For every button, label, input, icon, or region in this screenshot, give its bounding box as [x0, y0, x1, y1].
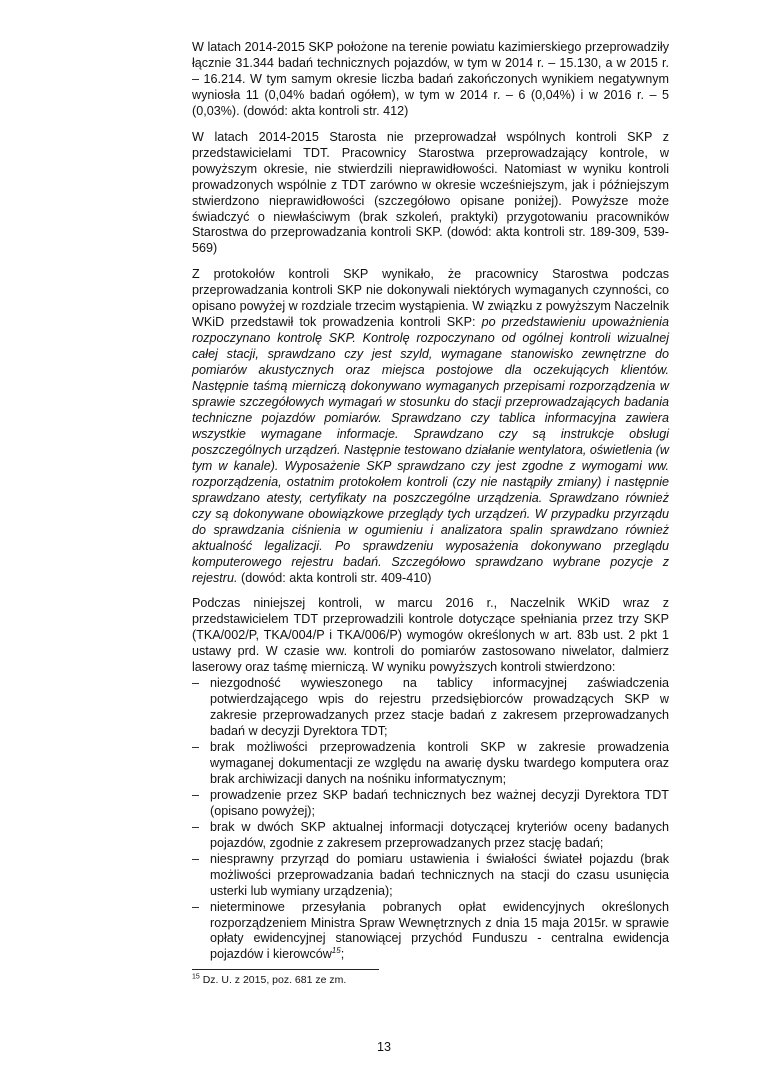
paragraph-inspection-procedure	[192, 267, 669, 586]
footnote	[192, 974, 669, 987]
list-item-text: prowadzenie przez SKP badań technicznych bez ważnej decyzji Dyrektora TDT (opisano powyżej);	[210, 787, 669, 818]
dash-bullet: –	[192, 787, 200, 802]
list-item	[192, 740, 669, 788]
footnote-number: 15	[192, 973, 200, 981]
list-item-text: brak w dwóch SKP aktualnej informacji dotyczącej kryteriów oceny badanych pojazdów, zgodnie z zakresem przeprowadzanych przez stację badań;	[210, 819, 669, 850]
dash-bullet: –	[192, 819, 200, 834]
footnote-divider	[192, 969, 379, 970]
page-number: 13	[376, 1040, 391, 1054]
list-item-text: nieterminowe przesyłania pobranych opłat ewidencyjnych określonych rozporządzeniem Ministra Spraw Wewnętrznych z dnia 15 maja 2015r. w sprawie opłaty ewidencyjnej stanowiącej przychód Funduszu - centralna ewidencja pojazdów i kierowców	[210, 899, 669, 962]
dash-bullet: –	[192, 851, 200, 866]
list-item	[192, 788, 669, 820]
list-item	[192, 820, 669, 852]
procedure-quote: po przedstawieniu upoważnienia rozpoczynano kontrolę SKP. Kontrolę rozpoczynano od ogólnej kontroli wizualnej całej stacji, sprawdzano czy jest szyld, wymagane stanowisko zewnętrzne do pomiarów akustycznych oraz miejsca postojowe dla oczekujących klientów. Następnie taśmą mierniczą dokonywano wymaganych przepisami rozporządzenia w sprawie szczegółowych wymagań w stosunku do stacji przeprowadzających badania techniczne pojazdów pomiarów. Sprawdzano czy tablica informacyjna zawiera wszystkie wymagane informacje. Sprawdzano czy są instrukcje obsługi poszczególnych urządzeń. Następnie testowano działanie wentylatora, oświetlenia (w tym w kanale). Wyposażenie SKP sprawdzano czy jest zgodne z wymogami ww. rozporządzenia, ostatnim protokołem kontroli (czy nie nastąpiły zmiany) i następnie sprawdzano atesty, certyfikaty na poszczególne urządzenia. Sprawdzano również czy są dokonywane obowiązkowe przeglądy tych urządzeń. W przypadku przyrządu do sprawdzania ciśnienia w ogumieniu i analizatora spalin sprawdzano również aktualność legalizacji. Po sprawdzeniu wyposażenia dokonywano przeglądu komputerowego rejestru badań. Szczegółowo sprawdzano wybrane pozycje z rejestru.	[192, 315, 669, 585]
list-item	[192, 852, 669, 900]
paragraph-test-statistics: W latach 2014-2015 SKP położone na terenie powiatu kazimierskiego przeprowadziły łącznie 31.344 badań technicznych pojazdów, w tym w 2014 r. – 15.130, a w 2015 r. – 16.214. W tym samym okresie liczba badań zakończonych wynikiem negatywnym wyniosła 11 (0,04% badań ogółem), w tym w 2014 r. – 6 (0,04%) i w 2016 r. – 5 (0,03%). (dowód: akta kontroli str. 412)	[192, 40, 669, 118]
dash-bullet: –	[192, 676, 200, 691]
dash-bullet: –	[192, 740, 200, 755]
findings-list	[192, 676, 669, 963]
paragraph-joint-inspections: W latach 2014-2015 Starosta nie przeprowadzał wspólnych kontroli SKP z przedstawicielami TDT. Pracownicy Starostwa przeprowadzający kontrole, w powyższym okresie, nie stwierdzili nieprawidłowości. Natomiast w wyniku kontroli prowadzonych wspólnie z TDT zarówno w okresie wcześniejszym, jak i późniejszym stwierdzono nieprawidłowości (szczegółowo opisane poniżej). Powyższe może świadczyć o niewłaściwym (brak szkoleń, praktyki) przygotowaniu pracowników Starostwa do przeprowadzania kontroli SKP. (dowód: akta kontroli str. 189-309, 539-569)	[192, 129, 669, 256]
paragraph-march-inspection: Podczas niniejszej kontroli, w marcu 2016 r., Naczelnik WKiD wraz z przedstawicielem TDT przeprowadzili kontrole dotyczące spełniania przez trzy SKP (TKA/002/P, TKA/004/P i TKA/006/P) wymogów określonych w art. 83b ust. 2 pkt 1 ustawy prd. W czasie ww. kontroli do pomiarów zastosowano niwelator, dalmierz laserowy oraz taśmę mierniczą. W wyniku powyższych kontroli stwierdzono:	[192, 596, 669, 675]
list-item	[192, 676, 669, 740]
footnote-text: Dz. U. z 2015, poz. 681 ze zm.	[199, 974, 347, 986]
list-item-text: niezgodność wywieszonego na tablicy informacyjnej zaświadczenia potwierdzającego wpis do rejestru przedsiębiorców prowadzących SKP w zakresie przeprowadzanych przez stacje badań z zakresem przeprowadzanych badań w decyzji Dyrektora TDT;	[210, 676, 669, 739]
list-item-text: brak możliwości przeprowadzenia kontroli SKP w zakresie prowadzenia wymaganej dokumentacji ze względu na awarię dysku twardego komputera oraz brak archiwizacji danych na nośniku informatycznym;	[210, 740, 669, 786]
footnote-reference[interactable]: 15	[331, 946, 341, 956]
procedure-evidence: (dowód: akta kontroli str. 409-410)	[237, 570, 432, 585]
list-item-text: niesprawny przyrząd do pomiaru ustawienia i świałości świateł pojazdu (brak możliwości przeprowadzania badań technicznych na stacji do czasu usunięcia usterki lub wymiany urządzenia);	[210, 851, 669, 898]
list-item	[192, 900, 669, 964]
body-text	[192, 40, 669, 963]
list-item-end: ;	[340, 947, 345, 962]
procedure-intro: Z protokołów kontroli SKP wynikało, że pracownicy Starostwa podczas przeprowadzania kontroli SKP nie dokonywali niektórych wymaganych czynności, co opisano powyżej w rozdziale trzecim wystąpienia. W związku z powyższym Naczelnik WKiD przedstawił tok prowadzenia kontroli SKP:	[192, 267, 669, 330]
dash-bullet: –	[192, 899, 200, 914]
